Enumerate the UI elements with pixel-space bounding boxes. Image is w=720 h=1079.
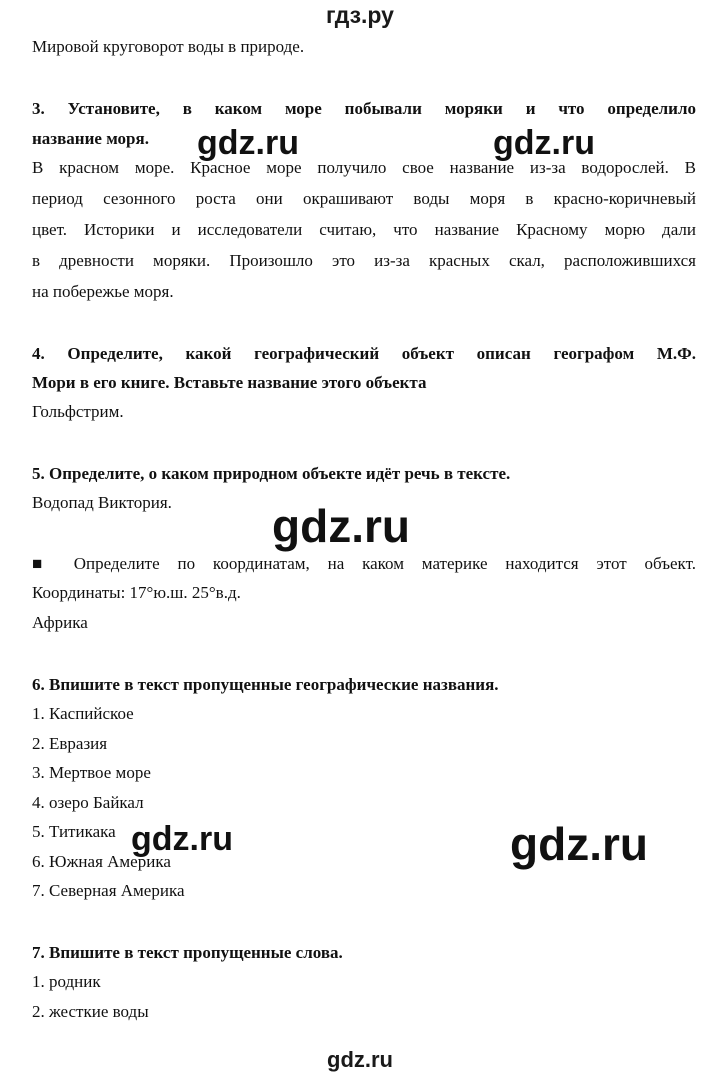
intro-answer: Мировой круговорот воды в природе. bbox=[32, 37, 305, 56]
q5-coordinates: Координаты: 17°ю.ш. 25°в.д. bbox=[32, 583, 241, 602]
q3-question-line-2: название моря. bbox=[32, 129, 149, 148]
q3-question-line-1: 3. Установите, в каком море побывали моряки и что определило bbox=[32, 99, 696, 118]
site-header: гдз.ру bbox=[326, 2, 394, 28]
q7-answer-2: 2. жесткие воды bbox=[32, 1002, 149, 1021]
q4-answer: Гольфстрим. bbox=[32, 402, 124, 421]
q6-answer-6: 6. Южная Америка bbox=[32, 852, 171, 871]
watermark-q3-left: gdz.ru bbox=[197, 124, 299, 162]
watermark-q3-right: gdz.ru bbox=[493, 124, 595, 162]
q6-answer-5: 5. Титикака bbox=[32, 822, 116, 841]
q6-answer-3: 3. Мертвое море bbox=[32, 763, 151, 782]
q6-answer-2: 2. Евразия bbox=[32, 734, 108, 753]
q5-sub-question: ■ Определите по координатам, на каком материке находится этот объект. bbox=[32, 554, 696, 573]
q3-answer-line-2: период сезонного роста они окрашивают воды моря в красно-коричневый bbox=[32, 189, 696, 208]
q5-sub-answer: Африка bbox=[32, 613, 88, 632]
q6-question: 6. Впишите в текст пропущенные географические названия. bbox=[32, 675, 499, 694]
q3-answer-line-3: цвет. Историки и исследователи считаю, что название Красному морю дали bbox=[32, 220, 696, 239]
q6-answer-7: 7. Северная Америка bbox=[32, 881, 185, 900]
watermark-middle: gdz.ru bbox=[272, 500, 410, 552]
q5-question: 5. Определите, о каком природном объекте идёт речь в тексте. bbox=[32, 464, 511, 483]
q4-question-line-2: Мори в его книге. Вставьте название этого объекта bbox=[32, 373, 427, 392]
watermark-q6-left: gdz.ru bbox=[131, 820, 233, 858]
q3-answer-line-1: В красном море. Красное море получило свое название из-за водорослей. В bbox=[32, 158, 696, 177]
q4-question-line-1: 4. Определите, какой географический объект описан географом М.Ф. bbox=[32, 344, 696, 363]
q5-answer: Водопад Виктория. bbox=[32, 493, 172, 512]
q7-answer-1: 1. родник bbox=[32, 972, 101, 991]
q3-answer-line-5: на побережье моря. bbox=[32, 282, 174, 301]
q3-answer-line-4: в древности моряки. Произошло это из-за красных скал, расположившихся bbox=[32, 251, 696, 270]
q7-question: 7. Впишите в текст пропущенные слова. bbox=[32, 943, 343, 962]
site-footer: gdz.ru bbox=[327, 1047, 393, 1072]
q6-answer-4: 4. озеро Байкал bbox=[32, 793, 144, 812]
watermark-q6-right: gdz.ru bbox=[510, 818, 648, 870]
q6-answer-1: 1. Каспийское bbox=[32, 704, 134, 723]
